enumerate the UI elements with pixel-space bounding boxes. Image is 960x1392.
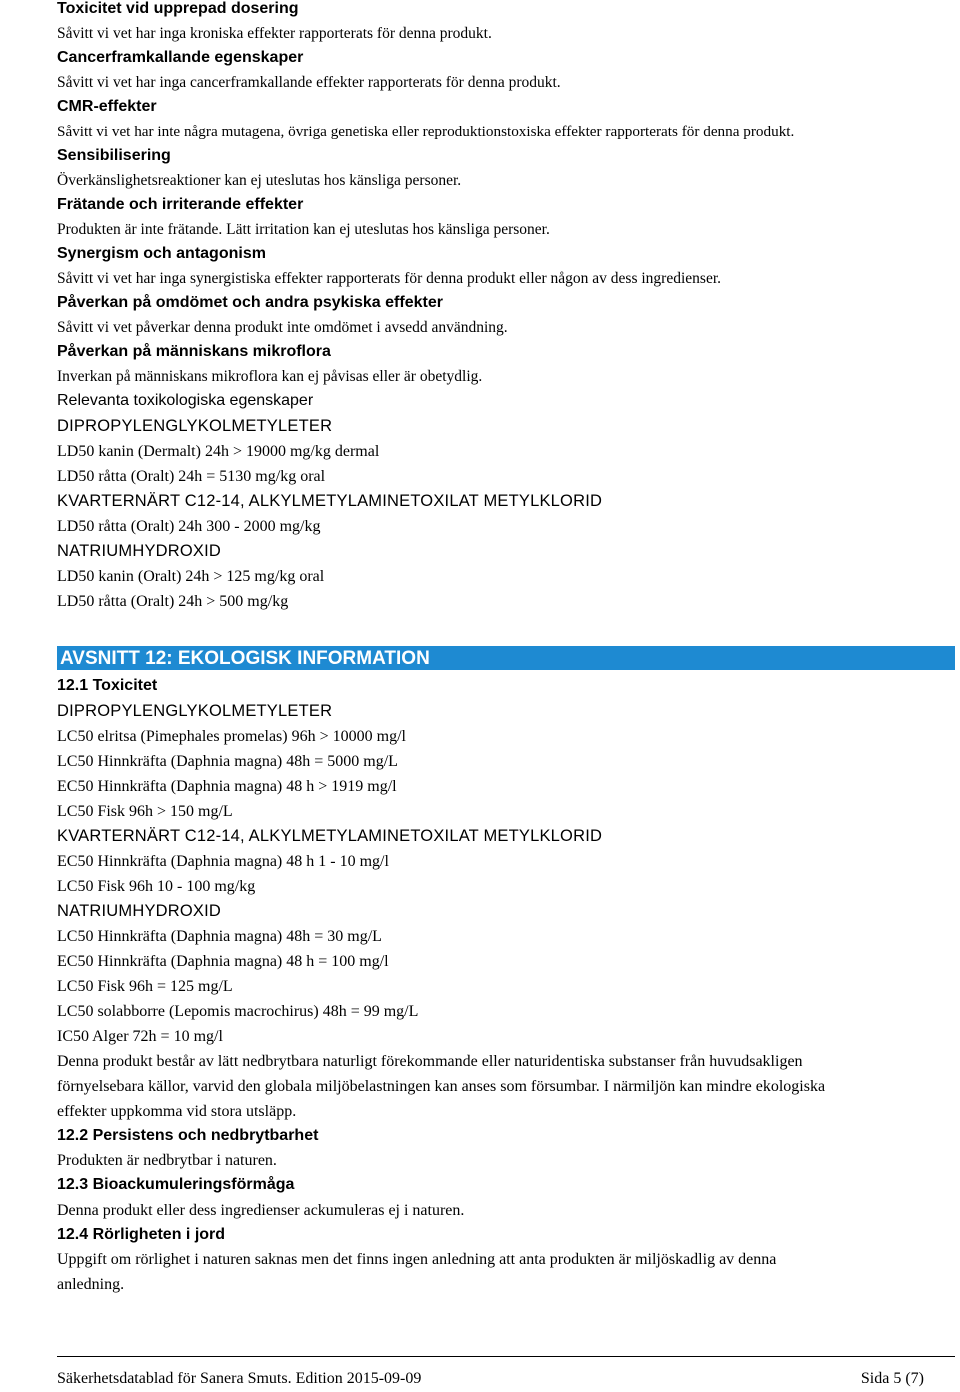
section-text: Inverkan på människans mikroflora kan ej påvisas eller är obetydlig. (57, 367, 483, 385)
substance-value: LD50 råtta (Oralt) 24h = 5130 mg/kg oral (57, 467, 326, 485)
substance-value: LC50 Hinnkräfta (Daphnia magna) 48h = 5000 mg/L (57, 752, 398, 770)
substance-value: EC50 Hinnkräfta (Daphnia magna) 48 h > 1919 mg/l (57, 777, 397, 795)
subsection-heading: 12.4 Rörligheten i jord (57, 1225, 226, 1243)
substance-name: NATRIUMHYDROXID (57, 541, 222, 560)
substance-value: LD50 kanin (Oralt) 24h > 125 mg/kg oral (57, 567, 325, 585)
section-heading: Påverkan på omdömet och andra psykiska effekter (57, 294, 443, 311)
ecology-section (57, 674, 955, 1297)
substance-name: NATRIUMHYDROXID (57, 901, 222, 920)
subsection-heading: 12.2 Persistens och nedbrytbarhet (57, 1126, 319, 1144)
page-footer (57, 1368, 955, 1390)
section-banner: AVSNITT 12: EKOLOGISK INFORMATION (57, 646, 955, 670)
section-text: Såvitt vi vet har inga synergistiska effekter rapporterats för denna produkt eller någon av dess ingredienser. (57, 269, 722, 287)
substance-value: LC50 Fisk 96h 10 - 100 mg/kg (57, 877, 256, 895)
paragraph-line: förnyelsebara källor, varvid den globala miljöbelastningen kan anses som försumbar. I närmiljön kan mindre ekologiska (57, 1077, 826, 1095)
substance-value: LC50 Hinnkräfta (Daphnia magna) 48h = 30 mg/L (57, 927, 382, 945)
substance-name: KVARTERNÄRT C12-14, ALKYLMETYLAMINETOXILAT METYLKLORID (57, 491, 603, 510)
substance-value: EC50 Hinnkräfta (Daphnia magna) 48 h = 100 mg/l (57, 952, 389, 970)
section-text: Såvitt vi vet har inga cancerframkallande effekter rapporterats för denna produkt. (57, 73, 561, 91)
section-text: Överkänslighetsreaktioner kan ej uteslutas hos känsliga personer. (57, 171, 462, 189)
substance-name: DIPROPYLENGLYKOLMETYLETER (57, 416, 333, 435)
section-heading: Påverkan på människans mikroflora (57, 343, 331, 360)
section-heading: Synergism och antagonism (57, 245, 266, 262)
substance-value: LC50 elritsa (Pimephales promelas) 96h > 10000 mg/l (57, 727, 406, 745)
section-heading: CMR-effekter (57, 98, 157, 115)
footer-divider (57, 1356, 955, 1357)
section-text: Såvitt vi vet påverkar denna produkt inte omdömet i avsedd användning. (57, 318, 508, 336)
toxicology-section (57, 0, 955, 614)
subsection-text: anledning. (57, 1276, 125, 1293)
paragraph-line: Denna produkt består av lätt nedbrytbara naturligt förekommande eller naturidentiska substanser från huvudsakligen (57, 1052, 803, 1070)
substance-value: LD50 kanin (Dermalt) 24h > 19000 mg/kg dermal (57, 442, 380, 460)
paragraph-line: effekter uppkomma vid stora utsläpp. (57, 1102, 297, 1120)
subsection-text: Uppgift om rörlighet i naturen saknas men det finns ingen anledning att anta produkten är miljöskadlig av denna (57, 1251, 777, 1268)
substance-value: IC50 Alger 72h = 10 mg/l (57, 1027, 223, 1045)
subsection-text: Produkten är nedbrytbar i naturen. (57, 1152, 277, 1169)
subsection-text: Denna produkt eller dess ingredienser ackumuleras ej i naturen. (57, 1201, 465, 1219)
substance-name: DIPROPYLENGLYKOLMETYLETER (57, 701, 333, 720)
footer-document-title: Säkerhetsdatablad för Sanera Smuts. Edition 2015-09-09 (57, 1370, 422, 1387)
subsection-heading: 12.1 Toxicitet (57, 677, 158, 694)
section-heading: Sensibilisering (57, 147, 171, 164)
section-text: Produkten är inte frätande. Lätt irritation kan ej uteslutas hos känsliga personer. (57, 220, 550, 238)
substance-name: KVARTERNÄRT C12-14, ALKYLMETYLAMINETOXILAT METYLKLORID (57, 826, 603, 845)
section-text: Såvitt vi vet har inte några mutagena, övriga genetiska eller reproduktionstoxiska effekter rapporterats för denna produkt. (57, 122, 795, 140)
substance-value: LC50 Fisk 96h = 125 mg/L (57, 977, 233, 995)
substance-value: LC50 solabborre (Lepomis macrochirus) 48h = 99 mg/L (57, 1002, 419, 1020)
section-heading: Cancerframkallande egenskaper (57, 49, 304, 66)
page-number: Sida 5 (7) (860, 1370, 924, 1387)
substance-value: LC50 Fisk 96h > 150 mg/L (57, 802, 233, 820)
section-text: Såvitt vi vet har inga kroniska effekter rapporterats för denna produkt. (57, 24, 492, 42)
section-heading: Frätande och irriterande effekter (57, 196, 304, 213)
substance-value: EC50 Hinnkräfta (Daphnia magna) 48 h 1 - 10 mg/l (57, 852, 389, 870)
relevant-heading: Relevanta toxikologiska egenskaper (57, 392, 314, 409)
subsection-heading: 12.3 Bioackumuleringsförmåga (57, 1176, 295, 1193)
section-heading: Toxicitet vid upprepad dosering (57, 0, 299, 17)
substance-value: LD50 råtta (Oralt) 24h > 500 mg/kg (57, 592, 289, 610)
substance-value: LD50 råtta (Oralt) 24h 300 - 2000 mg/kg (57, 517, 321, 535)
